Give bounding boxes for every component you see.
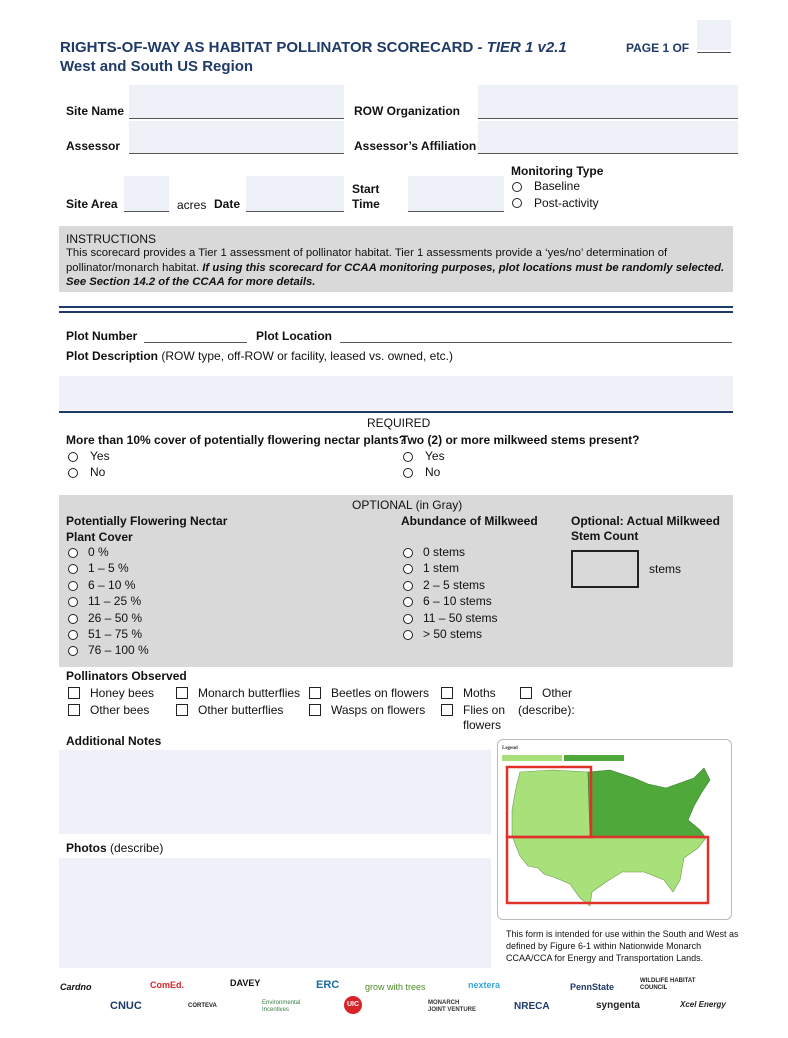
affiliation-input[interactable] <box>478 121 738 153</box>
map-caption-3: CCAA/CCA for Energy and Transportation Lands. <box>506 953 704 963</box>
wasps-label: Wasps on flowers <box>331 703 426 717</box>
tier-text: - TIER 1 v2.1 <box>477 39 567 56</box>
nectar-cover-option-radio[interactable] <box>68 548 78 558</box>
title-text: RIGHTS-OF-WAY AS HABITAT POLLINATOR SCORECARD <box>60 39 474 56</box>
page-total-field[interactable] <box>697 20 731 50</box>
pollinators-heading: Pollinators Observed <box>66 669 187 683</box>
baseline-label: Baseline <box>534 179 581 193</box>
nectar-yes-label: Yes <box>90 449 110 463</box>
us-region-map-svg <box>498 740 731 919</box>
other-butterflies-checkbox[interactable] <box>176 704 188 716</box>
legend-west-swatch <box>502 755 562 761</box>
site-area-line <box>124 211 169 212</box>
nectar-cover-option-label: 6 – 10 % <box>88 577 136 592</box>
milkweed-abundance-option-label: 0 stems <box>423 545 466 559</box>
plot-location-label: Plot Location <box>256 329 332 343</box>
nectar-cover-option-label: 76 – 100 % <box>88 643 149 658</box>
milkweed-abundance-option-label: 11 – 50 stems <box>423 610 498 625</box>
milkweed-abundance-option-radio[interactable] <box>403 630 413 640</box>
logo-environmental-incentives: Environmental Incentives <box>262 1000 301 1013</box>
monarch-checkbox[interactable] <box>176 687 188 699</box>
logo-cnuc: CNUC <box>110 1000 142 1012</box>
instructions-line-2-emphasis: If using this scorecard for CCAA monitoring purposes, plot locations must be randomly selected. <box>202 262 725 274</box>
logo-comed: ComEd. <box>150 980 185 990</box>
site-area-label: Site Area <box>66 197 118 211</box>
instructions-line-2-plain: pollinator/monarch habitat. <box>66 262 203 274</box>
instructions-heading: INSTRUCTIONS <box>66 232 156 246</box>
nectar-cover-option-radio[interactable] <box>68 630 78 640</box>
page-total-line <box>697 52 731 53</box>
optional-heading: OPTIONAL (in Gray) <box>352 498 463 512</box>
site-area-input[interactable] <box>124 176 169 211</box>
plot-description-hint: (ROW type, off-ROW or facility, leased vs. owned, etc.) <box>158 349 453 363</box>
milkweed-yes-label: Yes <box>425 449 445 463</box>
east-region <box>588 768 710 838</box>
date-label: Date <box>214 197 241 211</box>
post-activity-label: Post-activity <box>534 196 599 210</box>
plot-number-input[interactable] <box>144 342 247 343</box>
plot-number-label: Plot Number <box>66 329 138 343</box>
nectar-cover-option-radio[interactable] <box>68 581 78 591</box>
nectar-cover-option-label: 26 – 50 % <box>88 610 143 625</box>
milkweed-no-label: No <box>425 465 441 479</box>
nectar-cover-option-label: 1 – 5 % <box>88 561 129 576</box>
flies-checkbox[interactable] <box>441 704 453 716</box>
plot-location-input[interactable] <box>340 342 732 343</box>
section-rule-top <box>59 306 733 308</box>
logo-erc: ERC <box>316 979 340 991</box>
assessor-line <box>129 153 344 154</box>
milkweed-question: Two (2) or more milkweed stems present? <box>401 433 640 447</box>
logo-xcel-energy: Xcel Energy <box>680 1000 726 1009</box>
nectar-cover-heading-1: Potentially Flowering Nectar <box>66 514 228 528</box>
nectar-cover-option-radio[interactable] <box>68 614 78 624</box>
nectar-no-label: No <box>90 465 106 479</box>
milkweed-abundance-heading: Abundance of Milkweed <box>401 514 538 528</box>
flies-label-2: flowers <box>463 718 502 732</box>
start-time-line <box>408 211 504 212</box>
map-caption-1: This form is intended for use within the South and West as <box>506 929 739 939</box>
stem-count-input[interactable] <box>571 550 639 588</box>
milkweed-abundance-option-label: 6 – 10 stems <box>423 594 492 609</box>
nectar-cover-heading-2: Plant Cover <box>66 530 133 544</box>
logo-grow-with-trees: grow with trees <box>365 982 426 992</box>
milkweed-yes-radio[interactable] <box>403 452 413 462</box>
nectar-cover-option-label: 51 – 75 % <box>88 627 143 641</box>
milkweed-abundance-option-label: 2 – 5 stems <box>423 577 486 592</box>
row-org-line <box>478 118 738 119</box>
page-label: PAGE 1 OF <box>626 41 690 55</box>
other-butterflies-label: Other butterflies <box>198 703 284 717</box>
instructions-line-1: This scorecard provides a Tier 1 assessment of pollinator habitat. Tier 1 assessments provide a ‘yes/no’ determination of <box>66 247 668 259</box>
plot-description-label: Plot Description <box>66 349 159 363</box>
logo-pennstate: PennState <box>570 982 615 992</box>
map-caption <box>506 928 738 964</box>
logo-cardno: Cardno <box>60 982 92 992</box>
region-subtitle: West and South US Region <box>60 58 254 75</box>
map-legend-title: Legend <box>502 746 518 751</box>
instructions-line-3: See Section 14.2 of the CCAA for more details. <box>66 276 316 288</box>
date-input[interactable] <box>246 176 344 211</box>
other-describe-label: (describe): <box>518 703 575 717</box>
milkweed-abundance-option-label: > 50 stems <box>423 627 483 641</box>
photos-hint: (describe) <box>106 841 164 855</box>
form-title <box>60 39 567 56</box>
honey-bees-label: Honey bees <box>90 686 155 700</box>
logo-nreca: NRECA <box>514 1001 550 1012</box>
affiliation-line <box>478 153 738 154</box>
monitoring-type-label: Monitoring Type <box>511 164 604 178</box>
logo-syngenta: syngenta <box>596 1000 640 1011</box>
required-heading: REQUIRED <box>367 416 431 430</box>
plot-description <box>66 349 453 363</box>
additional-notes-input[interactable] <box>59 750 491 834</box>
nectar-cover-option-label: 0 % <box>88 545 109 559</box>
monarch-label: Monarch butterflies <box>198 686 301 700</box>
nectar-yes-radio[interactable] <box>68 452 78 462</box>
photos-label <box>66 841 163 855</box>
acres-unit: acres <box>177 198 207 212</box>
region-map <box>497 739 732 920</box>
honey-bees-checkbox[interactable] <box>68 687 80 699</box>
assessor-input[interactable] <box>129 121 344 153</box>
other-label: Other <box>542 686 573 700</box>
milkweed-abundance-option-label: 1 stem <box>423 561 460 576</box>
instructions-line-2 <box>66 262 724 274</box>
site-name-label: Site Name <box>66 104 125 118</box>
row-org-input[interactable] <box>478 85 738 118</box>
section-rule-bottom <box>59 311 733 313</box>
additional-notes-label: Additional Notes <box>66 734 162 748</box>
logo-whc: WILDLIFE HABITAT COUNCIL <box>640 978 696 991</box>
moths-label: Moths <box>463 686 496 700</box>
logo-uic: UIC <box>344 996 362 1014</box>
logo-nextera: nextera <box>468 980 501 990</box>
baseline-radio[interactable] <box>512 182 522 192</box>
milkweed-no-radio[interactable] <box>403 468 413 478</box>
flies-label-1: Flies on <box>463 703 506 717</box>
milkweed-abundance-option-radio[interactable] <box>403 614 413 624</box>
time-label: Time <box>352 197 380 211</box>
plot-description-input[interactable] <box>59 376 733 410</box>
legend-east-swatch <box>564 755 624 761</box>
start-time-input[interactable] <box>408 176 504 211</box>
assessor-label: Assessor <box>66 139 121 153</box>
stem-count-heading-2: Stem Count <box>571 529 639 543</box>
logo-davey: DAVEY <box>230 978 261 988</box>
nectar-question: More than 10% cover of potentially flowering nectar plants? <box>66 433 407 447</box>
nectar-no-radio[interactable] <box>68 468 78 478</box>
start-label: Start <box>352 182 380 196</box>
beetles-label: Beetles on flowers <box>331 686 430 700</box>
site-name-input[interactable] <box>129 85 344 118</box>
other-bees-label: Other bees <box>90 703 150 717</box>
date-line <box>246 211 344 212</box>
stems-unit: stems <box>649 562 682 576</box>
beetles-checkbox[interactable] <box>309 687 321 699</box>
site-name-line <box>129 118 344 119</box>
wasps-checkbox[interactable] <box>309 704 321 716</box>
milkweed-abundance-option-radio[interactable] <box>403 581 413 591</box>
photos-input[interactable] <box>59 858 491 968</box>
plot-rule <box>59 411 733 413</box>
other-bees-checkbox[interactable] <box>68 704 80 716</box>
other-checkbox[interactable] <box>520 687 532 699</box>
row-org-label: ROW Organization <box>354 104 460 118</box>
nectar-cover-option-label: 11 – 25 % <box>88 594 142 609</box>
moths-checkbox[interactable] <box>441 687 453 699</box>
map-caption-2: defined by Figure 6-1 within Nationwide Monarch <box>506 941 702 951</box>
logo-corteva: CORTEVA <box>188 1003 217 1009</box>
affiliation-label: Assessor’s Affiliation <box>354 139 477 153</box>
stem-count-heading-1: Optional: Actual Milkweed <box>571 514 720 528</box>
photos-label-bold: Photos <box>66 841 107 855</box>
post-activity-radio[interactable] <box>512 198 522 208</box>
milkweed-abundance-option-radio[interactable] <box>403 548 413 558</box>
logo-monarch-joint-venture: MONARCH JOINT VENTURE <box>428 1000 477 1013</box>
